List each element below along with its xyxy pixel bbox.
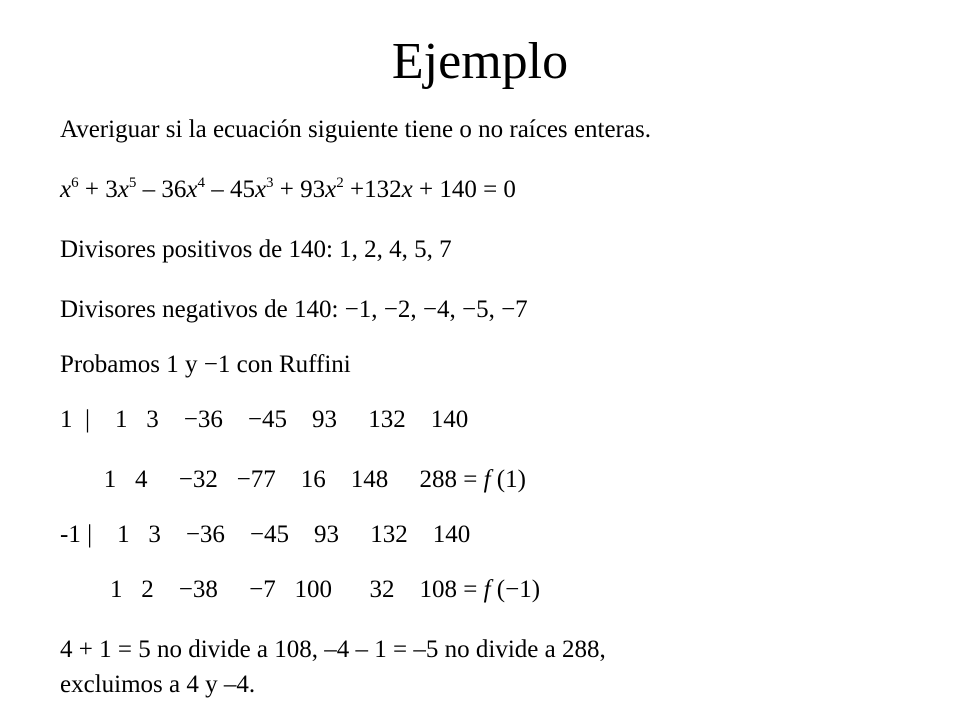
ruffini-1-result bbox=[60, 465, 526, 495]
eq-exp: 3 bbox=[266, 175, 274, 191]
eq-var: x bbox=[325, 176, 337, 203]
eq-var: x bbox=[254, 176, 267, 203]
eq-var: x bbox=[60, 176, 72, 203]
eq-var: x bbox=[186, 176, 198, 203]
function-f: f bbox=[483, 466, 491, 493]
eq-exp: 6 bbox=[71, 175, 79, 191]
ruffini-minus1-values: 1 2 −38 −7 100 32 108 = bbox=[60, 576, 484, 603]
polynomial-equation bbox=[60, 175, 516, 205]
ruffini-minus1-coefficients: -1 | 1 3 −36 −45 93 132 140 bbox=[60, 521, 471, 548]
eq-coef: + 93 bbox=[273, 176, 326, 203]
eq-coef: – 36 bbox=[136, 176, 187, 203]
eq-coef: + 3 bbox=[78, 176, 118, 203]
ruffini-intro: Probamos 1 y −1 con Ruffini bbox=[60, 351, 351, 378]
eq-tail: + 140 = 0 bbox=[412, 176, 516, 203]
divisors-negative: Divisores negativos de 140: −1, −2, −4, −5, −7 bbox=[60, 296, 528, 323]
conclusion-line-2: excluimos a 4 y –4. bbox=[60, 671, 256, 698]
eq-exp: 2 bbox=[336, 175, 344, 191]
function-arg: (1) bbox=[490, 466, 526, 493]
eq-coef: +132 bbox=[343, 176, 402, 203]
function-f: f bbox=[483, 576, 491, 603]
ruffini-1-coefficients: 1 | 1 3 −36 −45 93 132 140 bbox=[60, 406, 469, 433]
conclusion-line-1: 4 + 1 = 5 no divide a 108, –4 – 1 = –5 no divide a 288, bbox=[60, 636, 606, 663]
eq-var: x bbox=[401, 176, 413, 203]
ruffini-1-values: 1 4 −32 −77 16 148 288 = bbox=[60, 466, 484, 493]
problem-statement: Averiguar si la ecuación siguiente tiene o no raíces enteras. bbox=[60, 116, 651, 143]
slide-title: Ejemplo bbox=[391, 33, 569, 90]
eq-exp: 4 bbox=[197, 175, 205, 191]
function-arg: (−1) bbox=[490, 576, 541, 603]
divisors-positive: Divisores positivos de 140: 1, 2, 4, 5, 7 bbox=[60, 236, 452, 263]
ruffini-minus1-result bbox=[60, 575, 540, 605]
eq-coef: – 45 bbox=[204, 176, 255, 203]
eq-var: x bbox=[117, 176, 129, 203]
eq-exp: 5 bbox=[128, 175, 137, 191]
